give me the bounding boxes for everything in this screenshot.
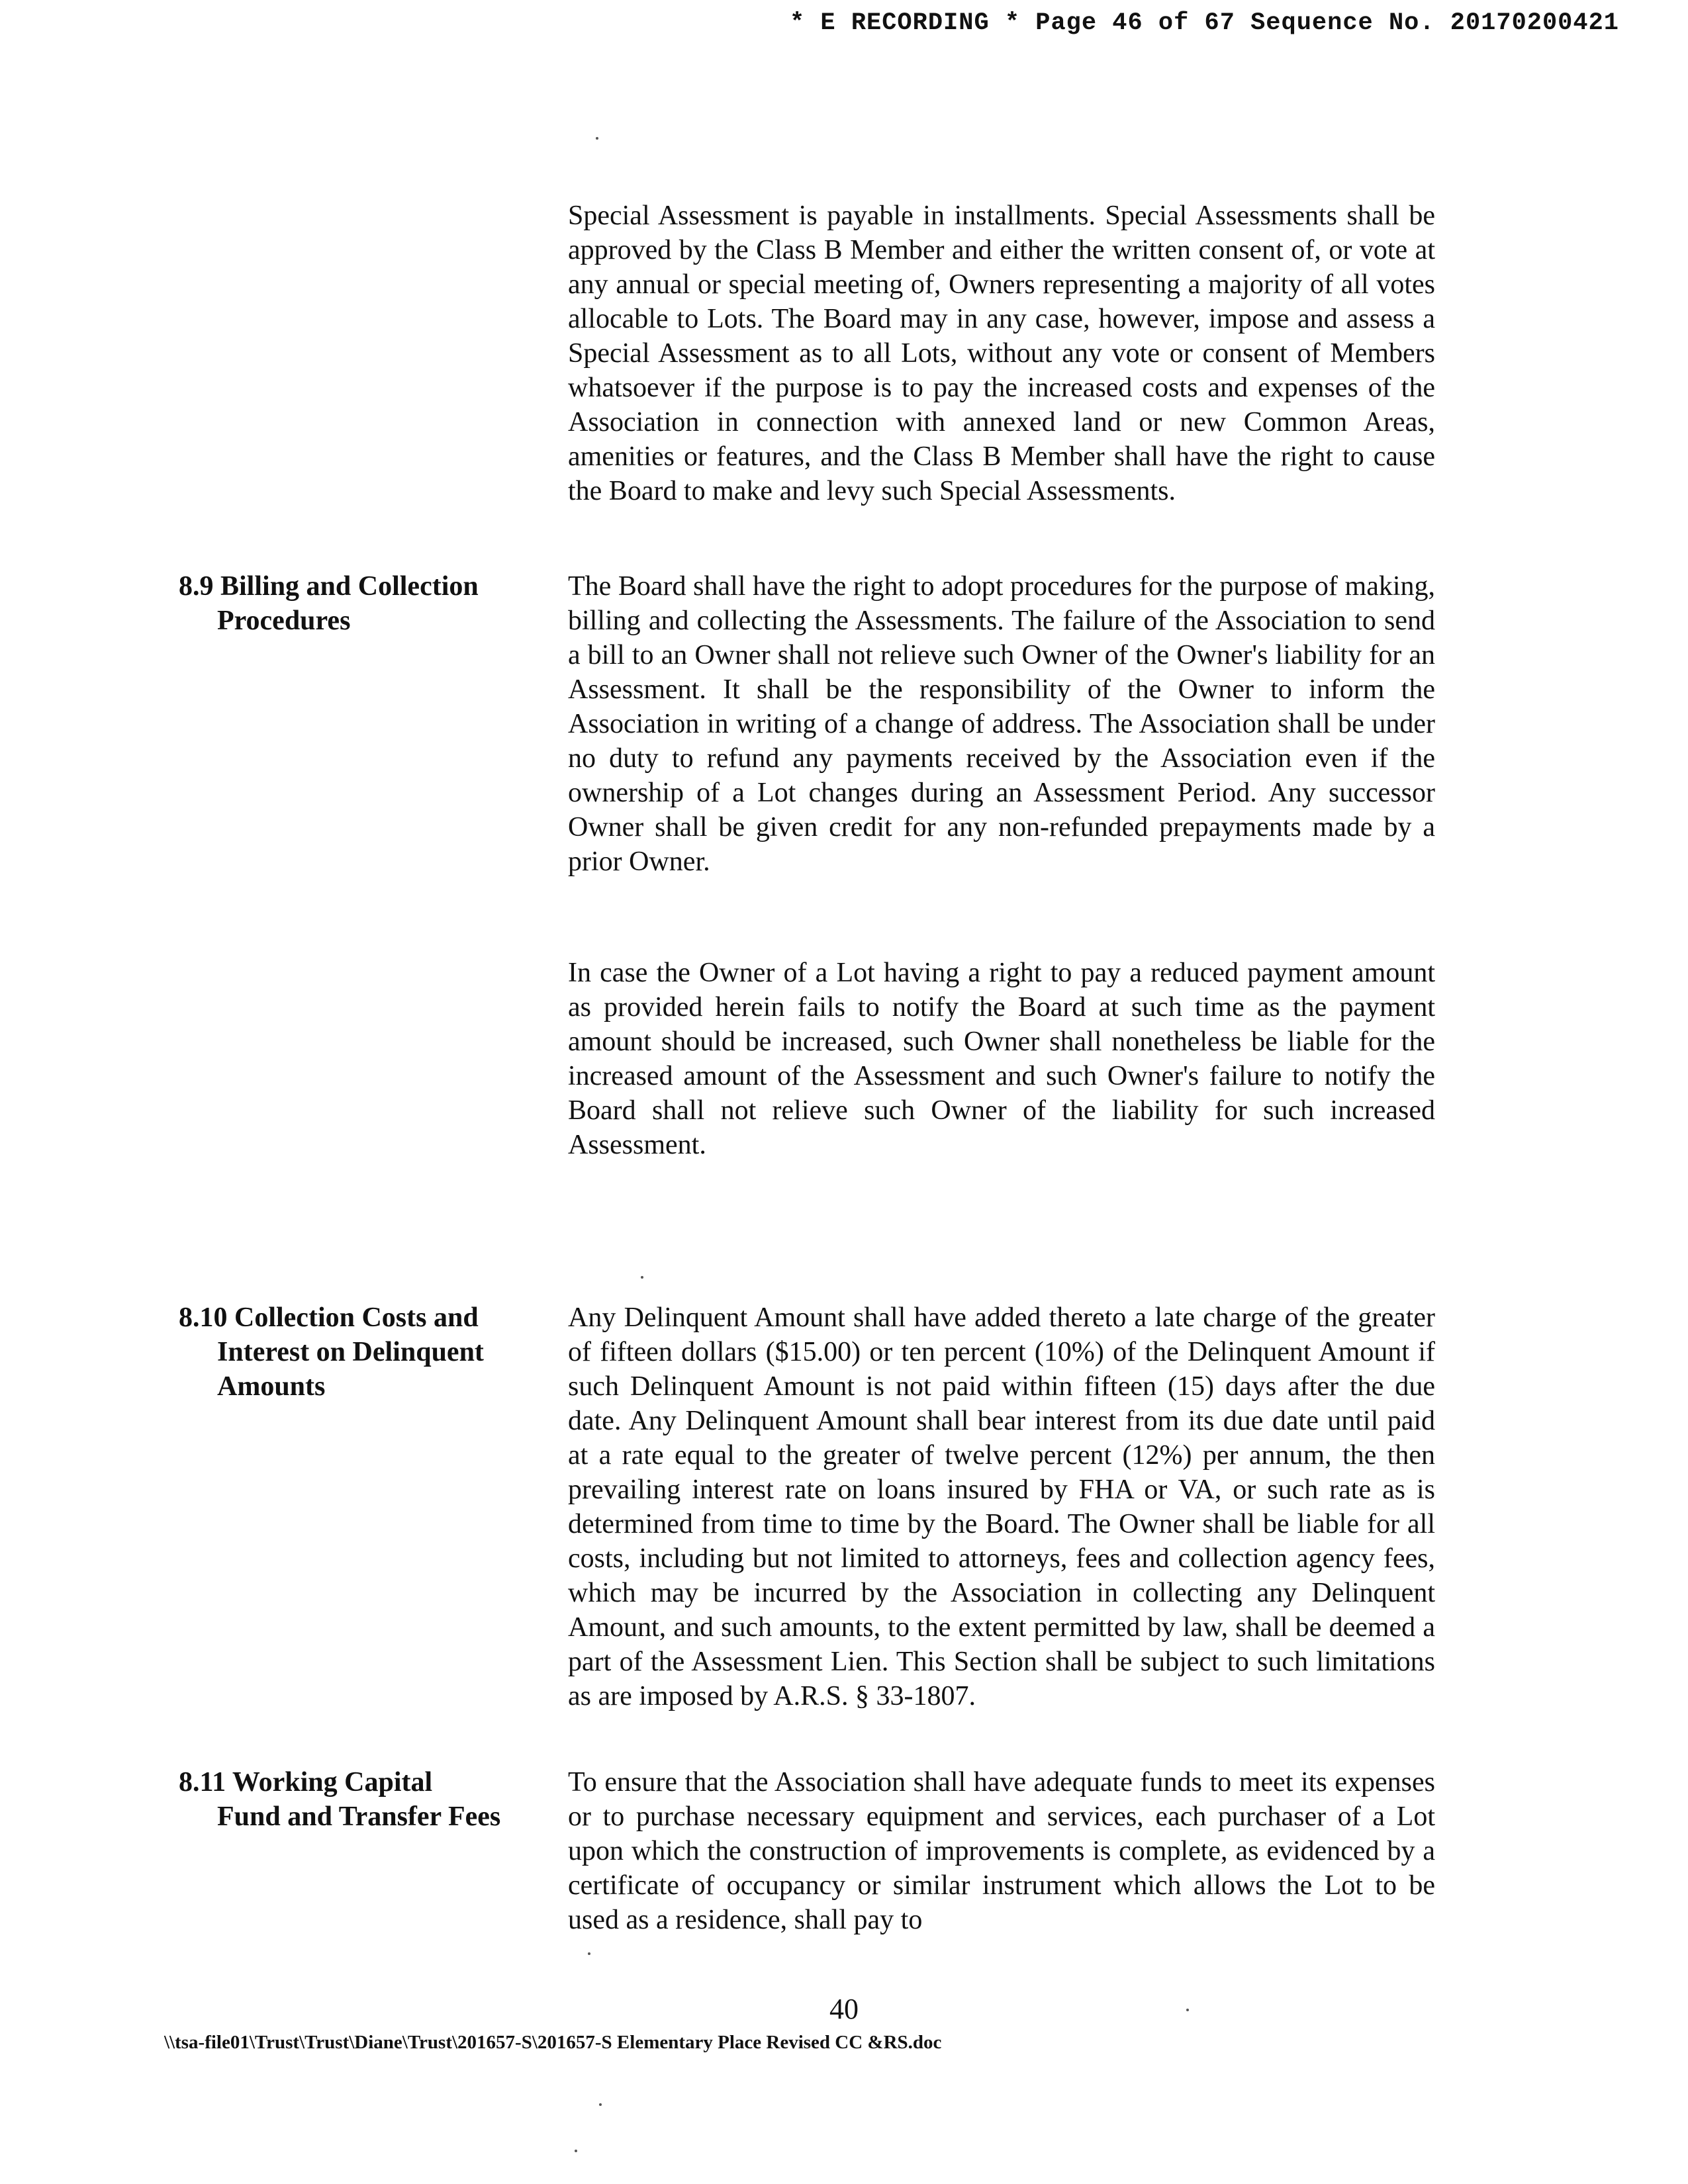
file-path-footer: \\tsa-file01\Trust\Trust\Diane\Trust\201657-S\201657-S Elementary Place Revised CC &RS.doc — [164, 2032, 942, 2053]
section-8-9-paragraph-1: The Board shall have the right to adopt procedures for the purpose of making, billing and collecting the Assessments. The failure of the Association to send a bill to an Owner shall not relieve such Owner of the Owner's liability for an Assessment. It shall be the responsibility of the Owner to inform the Association in writing of a change of address. The Association shall be under no duty to refund any payments received by the Association even if the ownership of a Lot changes during an Assessment Period. Any successor Owner shall be given credit for any non-refunded prepayments made by a prior Owner. — [568, 571, 1435, 877]
section-heading-line: 8.11 Working Capital — [179, 1767, 433, 1797]
section-8-11-paragraph: To ensure that the Association shall have adequate funds to meet its expenses or to purchase necessary equipment and services, each purchaser of a Lot upon which the construction of improvements is complete, as evidenced by a certificate of occupancy or similar instrument which allows the Lot to be used as a residence, shall pay to — [568, 1767, 1435, 1935]
section-heading-line: Interest on Delinquent — [217, 1337, 484, 1367]
scan-speck — [588, 1952, 590, 1955]
scan-speck — [1186, 2009, 1189, 2011]
section-8-9-heading — [179, 569, 549, 638]
section-heading-line: Amounts — [217, 1371, 326, 1402]
scan-speck — [575, 2150, 577, 2152]
scan-speck — [596, 137, 598, 140]
section-8-11-heading — [179, 1765, 556, 1834]
page-number: 40 — [829, 1993, 859, 2025]
scan-speck — [599, 2103, 602, 2106]
section-8-9-paragraph-2: In case the Owner of a Lot having a right to pay a reduced payment amount as provided herein fails to notify the Board at such time as the payment amount should be increased, such Owner shall nonetheless be liable for the increased amount of the Assessment and such Owner's failure to notify the Board shall not relieve such Owner of the liability for such increased Assessment. — [568, 958, 1435, 1160]
scan-speck — [641, 1276, 643, 1279]
continuation-paragraph: Special Assessment is payable in installments. Special Assessments shall be approved by the Class B Member and either the written consent of, or vote at any annual or special meeting of, Owners representing a majority of all votes allocable to Lots. The Board may in any case, however, impose and assess a Special Assessment as to all Lots, without any vote or consent of Members whatsoever if the purpose is to pay the increased costs and expenses of the Association in connection with annexed land or new Common Areas, amenities or features, and the Class B Member shall have the right to cause the Board to make and levy such Special Assessments. — [568, 201, 1435, 506]
section-heading-line: Fund and Transfer Fees — [217, 1801, 501, 1832]
section-heading-line: 8.9 Billing and Collection — [179, 571, 479, 602]
section-heading-line: 8.10 Collection Costs and — [179, 1302, 479, 1333]
section-heading-line: Procedures — [217, 606, 351, 636]
section-8-10-heading — [179, 1300, 549, 1404]
recording-header: * E RECORDING * Page 46 of 67 Sequence No. 20170200421 — [790, 9, 1619, 37]
section-8-10-paragraph: Any Delinquent Amount shall have added thereto a late charge of the greater of fifteen dollars ($15.00) or ten percent (10%) of the Delinquent Amount if such Delinquent Amount is not paid within fifteen (15) days after the due date. Any Delinquent Amount shall bear interest from its due date until paid at a rate equal to the greater of twelve percent (12%) per annum, the then prevailing interest rate on loans insured by FHA or VA, or such rate as is determined from time to time by the Board. The Owner shall be liable for all costs, including but not limited to attorneys, fees and collection agency fees, which may be incurred by the Association in collecting any Delinquent Amount, and such amounts, to the extent permitted by law, shall be deemed a part of the Assessment Lien. This Section shall be subject to such limitations as are imposed by A.R.S. § 33-1807. — [568, 1302, 1435, 1711]
